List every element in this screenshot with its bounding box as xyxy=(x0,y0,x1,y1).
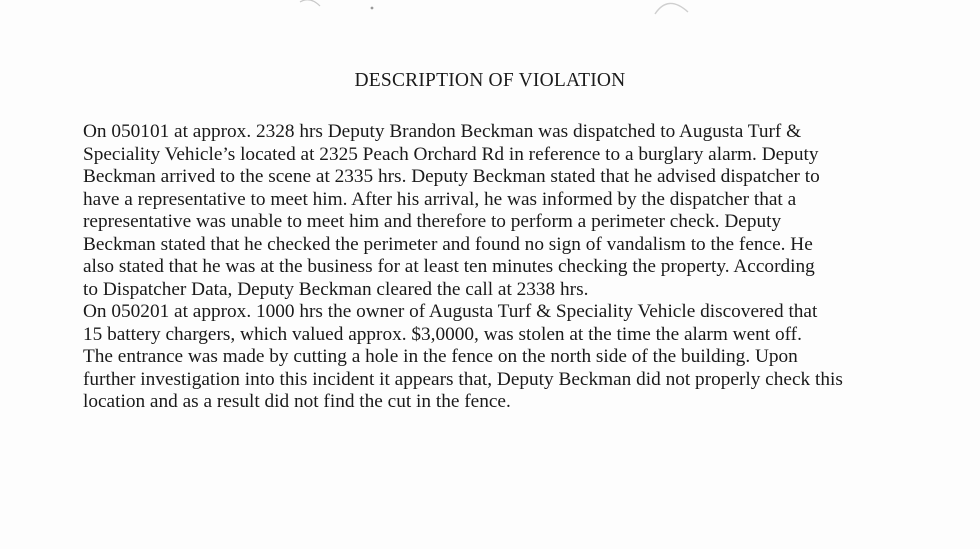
text-line: to Dispatcher Data, Deputy Beckman cleared the call at 2338 hrs. xyxy=(83,278,589,300)
text-line: also stated that he was at the business for at least ten minutes checking the property. According xyxy=(83,256,815,277)
text-line: On 050101 at approx. 2328 hrs Deputy Brandon Beckman was dispatched to Augusta Turf & xyxy=(83,121,802,142)
text-line: 15 battery chargers, which valued approx. $3,0000, was stolen at the time the alarm went off. xyxy=(83,323,802,345)
text-line: representative was unable to meet him and therefore to perform a perimeter check. Deputy xyxy=(83,211,782,232)
violation-description xyxy=(83,121,943,414)
text-line: Speciality Vehicle’s located at 2325 Peach Orchard Rd in reference to a burglary alarm. Deputy xyxy=(83,143,819,165)
text-line: On 050201 at approx. 1000 hrs the owner of Augusta Turf & Speciality Vehicle discovered that xyxy=(83,301,818,322)
text-line: Beckman stated that he checked the perimeter and found no sign of vandalism to the fence. He xyxy=(83,233,813,255)
text-line: have a representative to meet him. After his arrival, he was informed by the dispatcher that a xyxy=(83,188,797,210)
scan-marks xyxy=(0,0,980,20)
text-line: The entrance was made by cutting a hole in the fence on the north side of the building. Upon xyxy=(83,346,798,367)
text-line: further investigation into this incident it appears that, Deputy Beckman did not properly check this xyxy=(83,368,843,390)
text-line: location and as a result did not find the cut in the fence. xyxy=(83,391,511,412)
text-line: Beckman arrived to the scene at 2335 hrs. Deputy Beckman stated that he advised dispatcher to xyxy=(83,166,820,187)
page-title: DESCRIPTION OF VIOLATION xyxy=(354,70,626,91)
